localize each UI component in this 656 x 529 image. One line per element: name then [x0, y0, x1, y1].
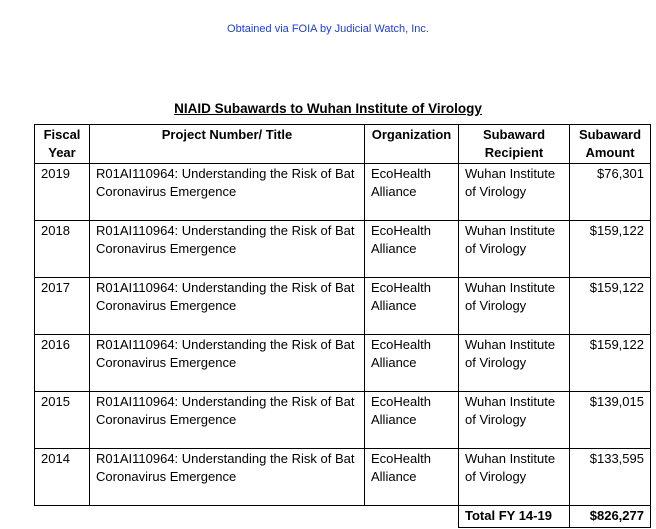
cell-recipient: Wuhan Institute of Virology	[459, 392, 570, 449]
cell-year: 2014	[35, 449, 90, 506]
cell-recipient: Wuhan Institute of Virology	[459, 221, 570, 278]
cell-project: R01AI110964: Understanding the Risk of Bat Coronavirus Emergence	[90, 449, 365, 506]
cell-organization: EcoHealth Alliance	[365, 449, 459, 506]
cell-amount: $133,595	[570, 449, 651, 506]
cell-organization: EcoHealth Alliance	[365, 392, 459, 449]
document-title: NIAID Subawards to Wuhan Institute of Virology	[174, 101, 482, 116]
cell-recipient: Wuhan Institute of Virology	[459, 278, 570, 335]
header-fiscal-year: Fiscal Year	[35, 125, 90, 164]
header-recipient: Subaward Recipient	[459, 125, 570, 164]
cell-project: R01AI110964: Understanding the Risk of Bat Coronavirus Emergence	[90, 392, 365, 449]
cell-recipient: Wuhan Institute of Virology	[459, 449, 570, 506]
table-row	[35, 335, 651, 392]
cell-amount: $76,301	[570, 164, 651, 221]
cell-organization: EcoHealth Alliance	[365, 164, 459, 221]
header-organization: Organization	[365, 125, 459, 164]
cell-recipient: Wuhan Institute of Virology	[459, 335, 570, 392]
cell-project: R01AI110964: Understanding the Risk of Bat Coronavirus Emergence	[90, 221, 365, 278]
table-row	[35, 221, 651, 278]
header-amount: Subaward Amount	[570, 125, 651, 164]
cell-year: 2016	[35, 335, 90, 392]
cell-year: 2017	[35, 278, 90, 335]
cell-organization: EcoHealth Alliance	[365, 221, 459, 278]
total-row	[35, 506, 651, 528]
cell-amount: $159,122	[570, 278, 651, 335]
total-spacer	[35, 506, 459, 528]
cell-organization: EcoHealth Alliance	[365, 278, 459, 335]
foia-note: Obtained via FOIA by Judicial Watch, Inc.	[227, 23, 429, 35]
cell-organization: EcoHealth Alliance	[365, 335, 459, 392]
cell-year: 2019	[35, 164, 90, 221]
table-row	[35, 449, 651, 506]
total-amount: $826,277	[570, 506, 651, 528]
table-row	[35, 164, 651, 221]
cell-amount: $139,015	[570, 392, 651, 449]
cell-year: 2018	[35, 221, 90, 278]
cell-recipient: Wuhan Institute of Virology	[459, 164, 570, 221]
cell-year: 2015	[35, 392, 90, 449]
header-project: Project Number/ Title	[90, 125, 365, 164]
table-row	[35, 392, 651, 449]
cell-project: R01AI110964: Understanding the Risk of Bat Coronavirus Emergence	[90, 164, 365, 221]
cell-amount: $159,122	[570, 335, 651, 392]
subawards-table	[34, 124, 651, 528]
cell-project: R01AI110964: Understanding the Risk of Bat Coronavirus Emergence	[90, 335, 365, 392]
table-row	[35, 278, 651, 335]
table-header-row	[35, 125, 651, 164]
total-label: Total FY 14-19	[459, 506, 570, 528]
cell-project: R01AI110964: Understanding the Risk of Bat Coronavirus Emergence	[90, 278, 365, 335]
cell-amount: $159,122	[570, 221, 651, 278]
